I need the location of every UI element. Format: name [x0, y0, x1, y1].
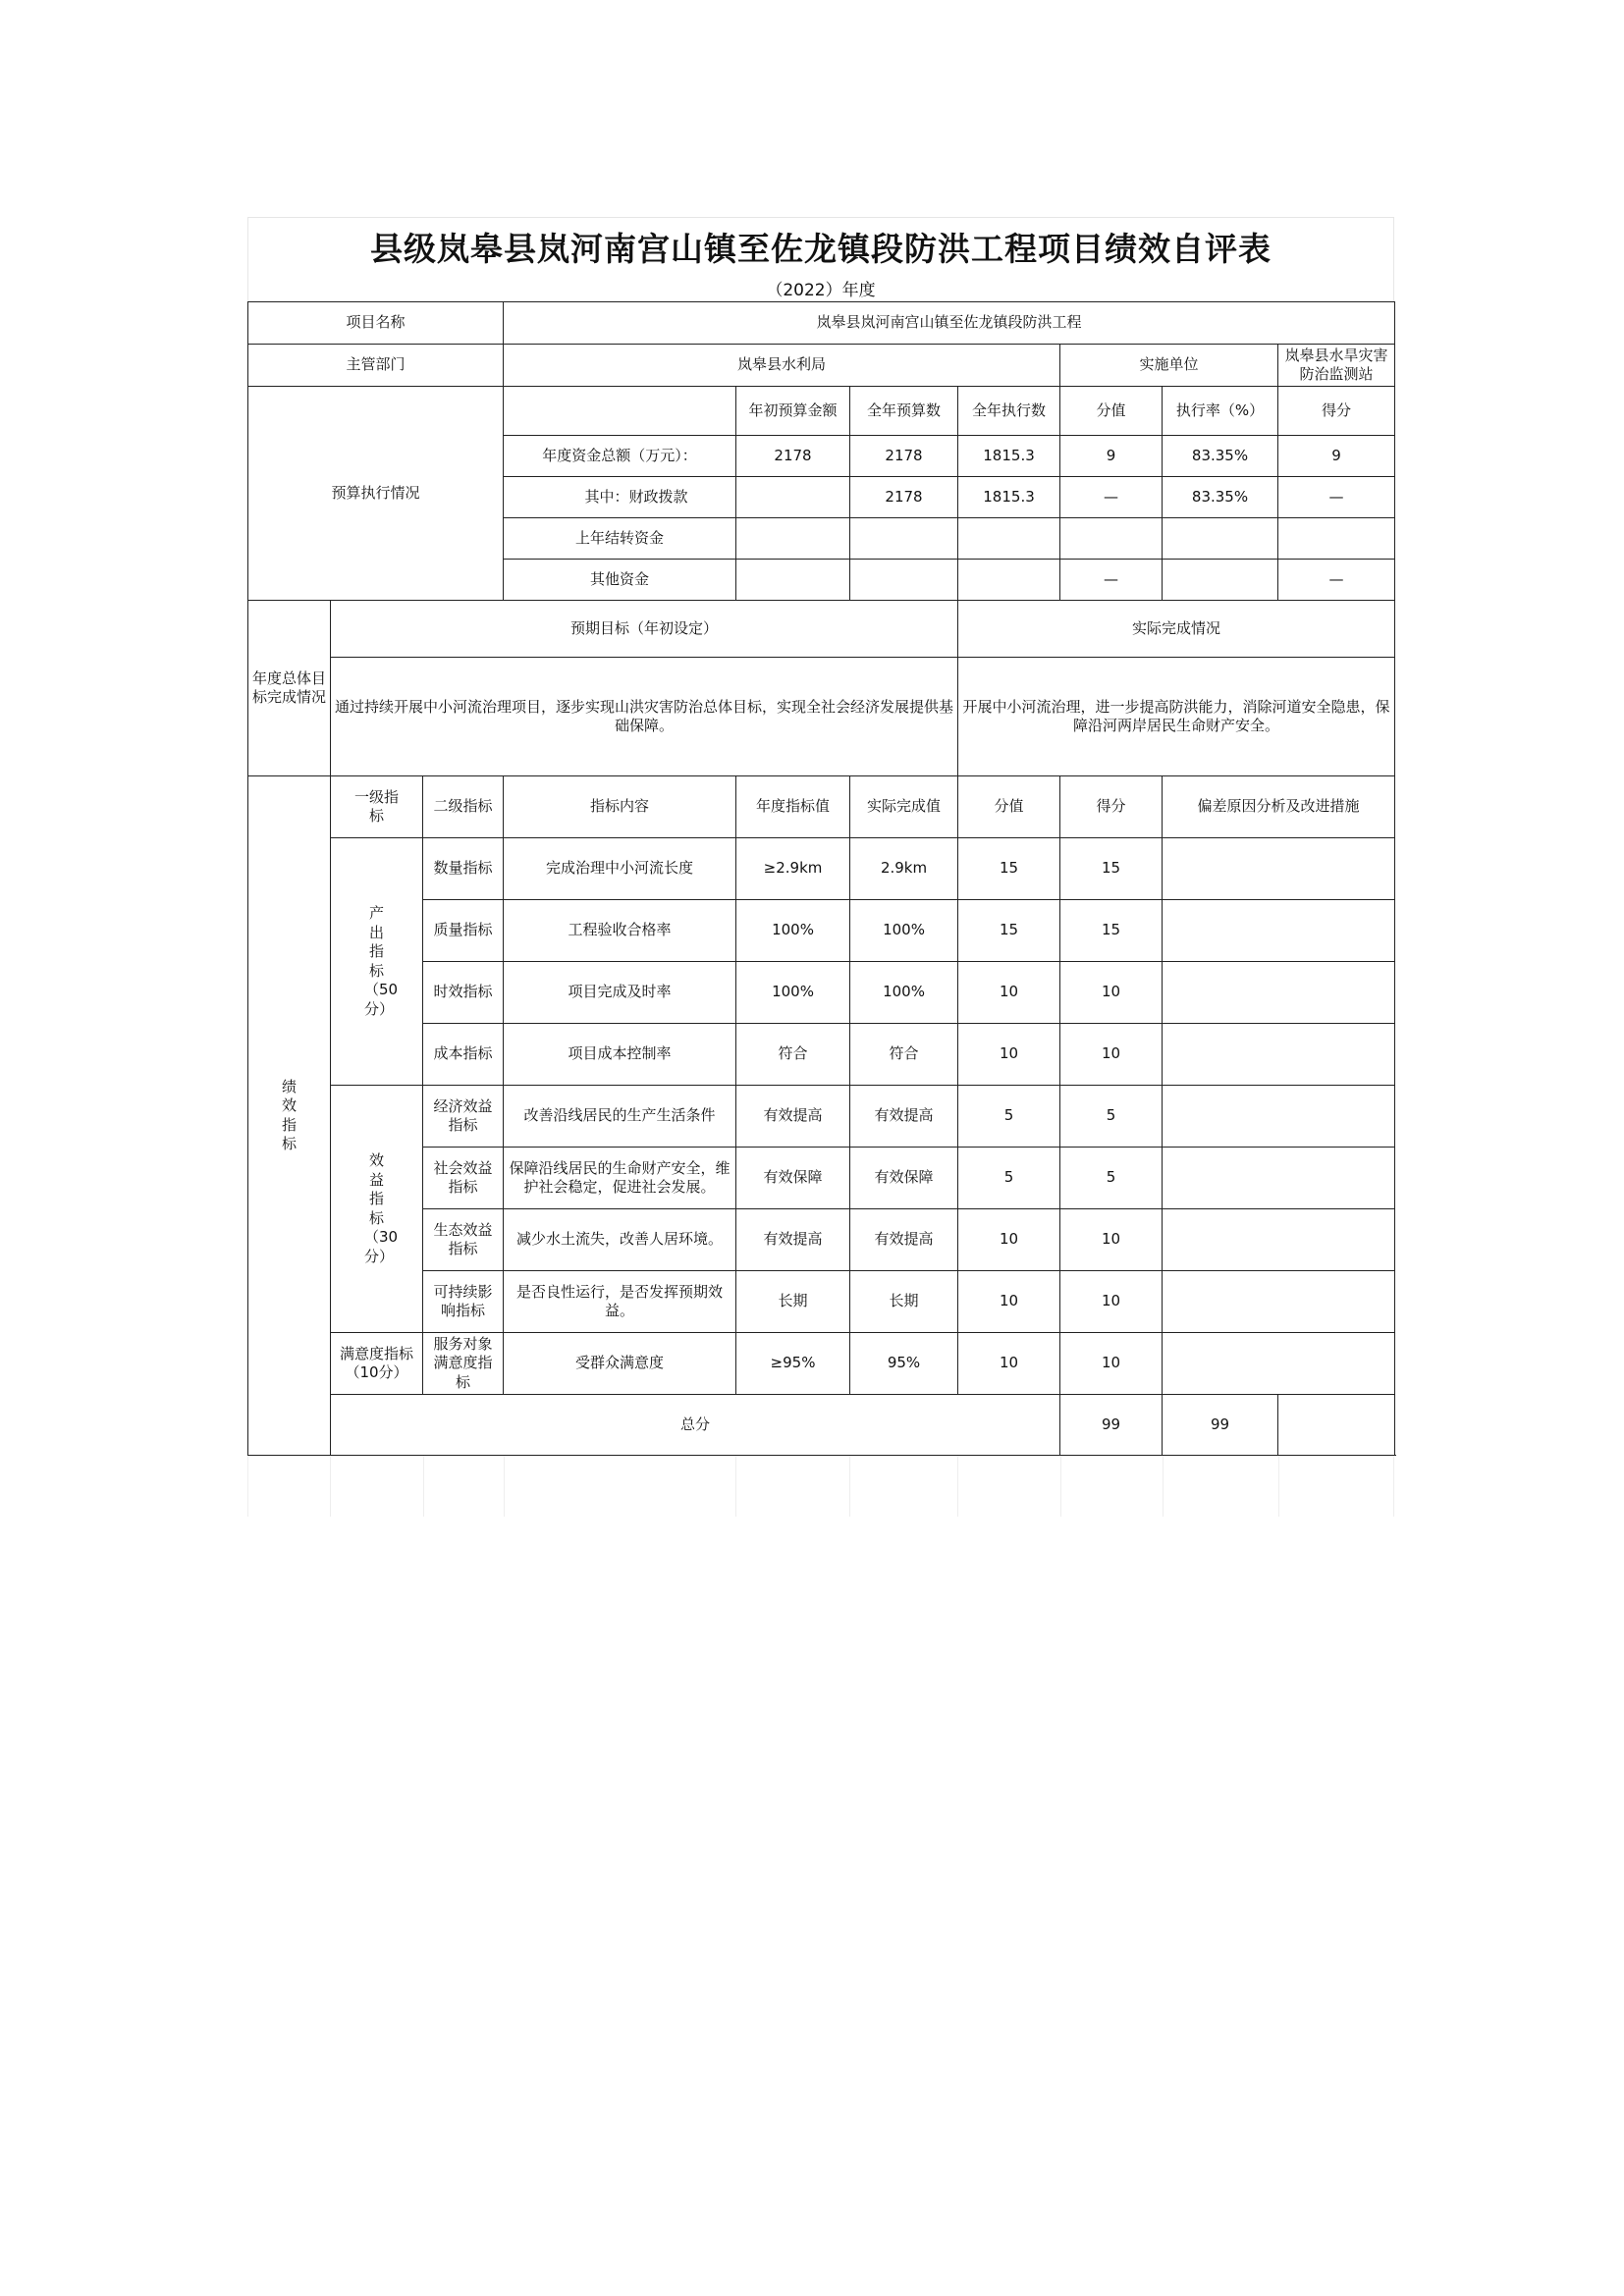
perf-note: [1163, 1086, 1395, 1148]
perf-target: 100%: [736, 900, 850, 962]
budget-row-label: 年度资金总额（万元）：: [504, 436, 736, 477]
budget-rate: 83.35%: [1163, 477, 1278, 518]
perf-actual: 有效提高: [850, 1086, 958, 1148]
budget-header: 得分: [1278, 387, 1395, 436]
perf-row: [248, 1333, 1395, 1395]
perf-target: 长期: [736, 1271, 850, 1333]
perf-note: [1163, 962, 1395, 1024]
perf-note: [1163, 838, 1395, 900]
empty-grid-column: [735, 1456, 849, 1517]
goals-header-row: [248, 601, 1395, 658]
perf-level2: 经济效益指标: [423, 1086, 504, 1148]
budget-header: 分值: [1060, 387, 1163, 436]
budget-annual: [850, 560, 958, 601]
perf-score: 15: [1060, 900, 1163, 962]
perf-group-label: 产出指标（50分）: [331, 838, 423, 1086]
budget-rate: [1163, 560, 1278, 601]
perf-target: 有效提高: [736, 1086, 850, 1148]
budget-initial: [736, 477, 850, 518]
perf-content: 减少水土流失，改善人居环境。: [504, 1209, 736, 1271]
goals-actual-text: 开展中小河流治理，进一步提高防洪能力，消除河道安全隐患，保障沿河两岸居民生命财产安全。: [958, 658, 1395, 776]
empty-grid-column: [1163, 1456, 1278, 1517]
perf-actual: 100%: [850, 900, 958, 962]
perf-header-row: [248, 776, 1395, 838]
goals-expected-header: 预期目标（年初设定）: [331, 601, 958, 658]
budget-annual: 2178: [850, 477, 958, 518]
perf-content: 项目完成及时率: [504, 962, 736, 1024]
budget-header-row: [248, 387, 1395, 436]
empty-grid-column: [504, 1456, 735, 1517]
perf-header: 二级指标: [423, 776, 504, 838]
perf-group-label: 效益指标（30分）: [331, 1086, 423, 1333]
perf-level2: 服务对象满意度指标: [423, 1333, 504, 1395]
total-note: [1278, 1395, 1395, 1456]
perf-note: [1163, 1271, 1395, 1333]
perf-level2: 数量指标: [423, 838, 504, 900]
total-score-value: 99: [1060, 1395, 1163, 1456]
budget-initial: [736, 518, 850, 560]
goals-section-label: 年度总体目标完成情况: [248, 601, 331, 776]
perf-score-value: 10: [958, 1271, 1060, 1333]
budget-score: 9: [1278, 436, 1395, 477]
perf-target: 符合: [736, 1024, 850, 1086]
perf-note: [1163, 1148, 1395, 1209]
budget-executed: [958, 518, 1060, 560]
perf-content: 保障沿线居民的生命财产安全，维护社会稳定，促进社会发展。: [504, 1148, 736, 1209]
perf-header: 一级指标: [331, 776, 423, 838]
empty-grid-area: [247, 1456, 1394, 1517]
perf-score-value: 15: [958, 838, 1060, 900]
perf-content: 受群众满意度: [504, 1333, 736, 1395]
perf-row: [248, 1086, 1395, 1148]
perf-header: 分值: [958, 776, 1060, 838]
perf-score-value: 5: [958, 1086, 1060, 1148]
perf-header: 实际完成值: [850, 776, 958, 838]
budget-score: [1278, 518, 1395, 560]
perf-score: 10: [1060, 1024, 1163, 1086]
perf-score: 5: [1060, 1086, 1163, 1148]
perf-group-label: 满意度指标（10分）: [331, 1333, 423, 1395]
budget-header-blank: [504, 387, 736, 436]
budget-executed: 1815.3: [958, 477, 1060, 518]
perf-score-value: 10: [958, 962, 1060, 1024]
perf-target: ≥2.9km: [736, 838, 850, 900]
budget-executed: 1815.3: [958, 436, 1060, 477]
total-score: 99: [1163, 1395, 1278, 1456]
perf-level2: 社会效益指标: [423, 1148, 504, 1209]
evaluation-table: [247, 301, 1395, 1456]
budget-score-value: —: [1060, 560, 1163, 601]
perf-actual: 95%: [850, 1333, 958, 1395]
empty-grid-column: [247, 1456, 330, 1517]
perf-header: 得分: [1060, 776, 1163, 838]
budget-header: 年初预算金额: [736, 387, 850, 436]
empty-grid-column: [423, 1456, 504, 1517]
budget-rate: 83.35%: [1163, 436, 1278, 477]
budget-row-label: 其他资金: [504, 560, 736, 601]
perf-row: [248, 838, 1395, 900]
perf-score: 10: [1060, 1271, 1163, 1333]
perf-note: [1163, 900, 1395, 962]
budget-score-value: 9: [1060, 436, 1163, 477]
budget-header: 全年预算数: [850, 387, 958, 436]
budget-rate: [1163, 518, 1278, 560]
perf-content: 工程验收合格率: [504, 900, 736, 962]
perf-score-value: 10: [958, 1209, 1060, 1271]
budget-section-label: 预算执行情况: [248, 387, 504, 601]
perf-score: 15: [1060, 838, 1163, 900]
empty-grid-column: [330, 1456, 422, 1517]
dept-label: 主管部门: [248, 345, 504, 387]
impl-value: 岚皋县水旱灾害防治监测站: [1278, 345, 1395, 387]
budget-executed: [958, 560, 1060, 601]
project-name-row: [248, 302, 1395, 345]
perf-actual: 有效提高: [850, 1209, 958, 1271]
perf-content: 改善沿线居民的生产生活条件: [504, 1086, 736, 1148]
perf-actual: 100%: [850, 962, 958, 1024]
impl-label: 实施单位: [1060, 345, 1278, 387]
budget-annual: 2178: [850, 436, 958, 477]
project-name-value: 岚皋县岚河南宫山镇至佐龙镇段防洪工程: [504, 302, 1395, 345]
budget-row-label: 上年结转资金: [504, 518, 736, 560]
empty-grid-column: [957, 1456, 1059, 1517]
perf-score-value: 10: [958, 1024, 1060, 1086]
perf-score: 10: [1060, 1333, 1163, 1395]
perf-target: 有效提高: [736, 1209, 850, 1271]
empty-grid-column: [1060, 1456, 1163, 1517]
perf-target: ≥95%: [736, 1333, 850, 1395]
empty-grid-column: [1278, 1456, 1394, 1517]
goals-expected-text: 通过持续开展中小河流治理项目，逐步实现山洪灾害防治总体目标，实现全社会经济发展提供基础保障。: [331, 658, 958, 776]
budget-annual: [850, 518, 958, 560]
project-name-label: 项目名称: [248, 302, 504, 345]
perf-score: 10: [1060, 962, 1163, 1024]
perf-level2: 时效指标: [423, 962, 504, 1024]
perf-score-value: 10: [958, 1333, 1060, 1395]
perf-level2: 生态效益指标: [423, 1209, 504, 1271]
budget-score-value: [1060, 518, 1163, 560]
perf-content: 完成治理中小河流长度: [504, 838, 736, 900]
perf-score: 10: [1060, 1209, 1163, 1271]
perf-score-value: 5: [958, 1148, 1060, 1209]
total-row: [248, 1395, 1395, 1456]
department-row: [248, 345, 1395, 387]
goals-text-row: [248, 658, 1395, 776]
perf-actual: 2.9km: [850, 838, 958, 900]
perf-content: 项目成本控制率: [504, 1024, 736, 1086]
perf-header: 年度指标值: [736, 776, 850, 838]
perf-target: 有效保障: [736, 1148, 850, 1209]
budget-score-value: —: [1060, 477, 1163, 518]
budget-header: 执行率（%）: [1163, 387, 1278, 436]
perf-level2: 质量指标: [423, 900, 504, 962]
perf-content: 是否良性运行，是否发挥预期效益。: [504, 1271, 736, 1333]
perf-score: 5: [1060, 1148, 1163, 1209]
perf-note: [1163, 1024, 1395, 1086]
perf-actual: 长期: [850, 1271, 958, 1333]
perf-actual: 有效保障: [850, 1148, 958, 1209]
budget-score: —: [1278, 477, 1395, 518]
perf-section-label: 绩效指标: [248, 776, 331, 1456]
budget-initial: [736, 560, 850, 601]
dept-value: 岚皋县水利局: [504, 345, 1060, 387]
total-label: 总分: [331, 1395, 1060, 1456]
perf-actual: 符合: [850, 1024, 958, 1086]
budget-row-label: 其中：财政拨款: [504, 477, 736, 518]
year-label: （2022）年度: [766, 281, 876, 300]
page-title: 县级岚皋县岚河南宫山镇至佐龙镇段防洪工程项目绩效自评表: [370, 229, 1272, 268]
goals-actual-header: 实际完成情况: [958, 601, 1395, 658]
perf-score-value: 15: [958, 900, 1060, 962]
perf-header: 偏差原因分析及改进措施: [1163, 776, 1395, 838]
empty-grid-column: [849, 1456, 957, 1517]
perf-note: [1163, 1333, 1395, 1395]
budget-score: —: [1278, 560, 1395, 601]
perf-level2: 可持续影响指标: [423, 1271, 504, 1333]
perf-note: [1163, 1209, 1395, 1271]
budget-initial: 2178: [736, 436, 850, 477]
perf-header: 指标内容: [504, 776, 736, 838]
perf-level2: 成本指标: [423, 1024, 504, 1086]
perf-target: 100%: [736, 962, 850, 1024]
evaluation-sheet: [247, 217, 1394, 1517]
year-row: [247, 275, 1394, 301]
title-row: [247, 217, 1394, 275]
budget-header: 全年执行数: [958, 387, 1060, 436]
